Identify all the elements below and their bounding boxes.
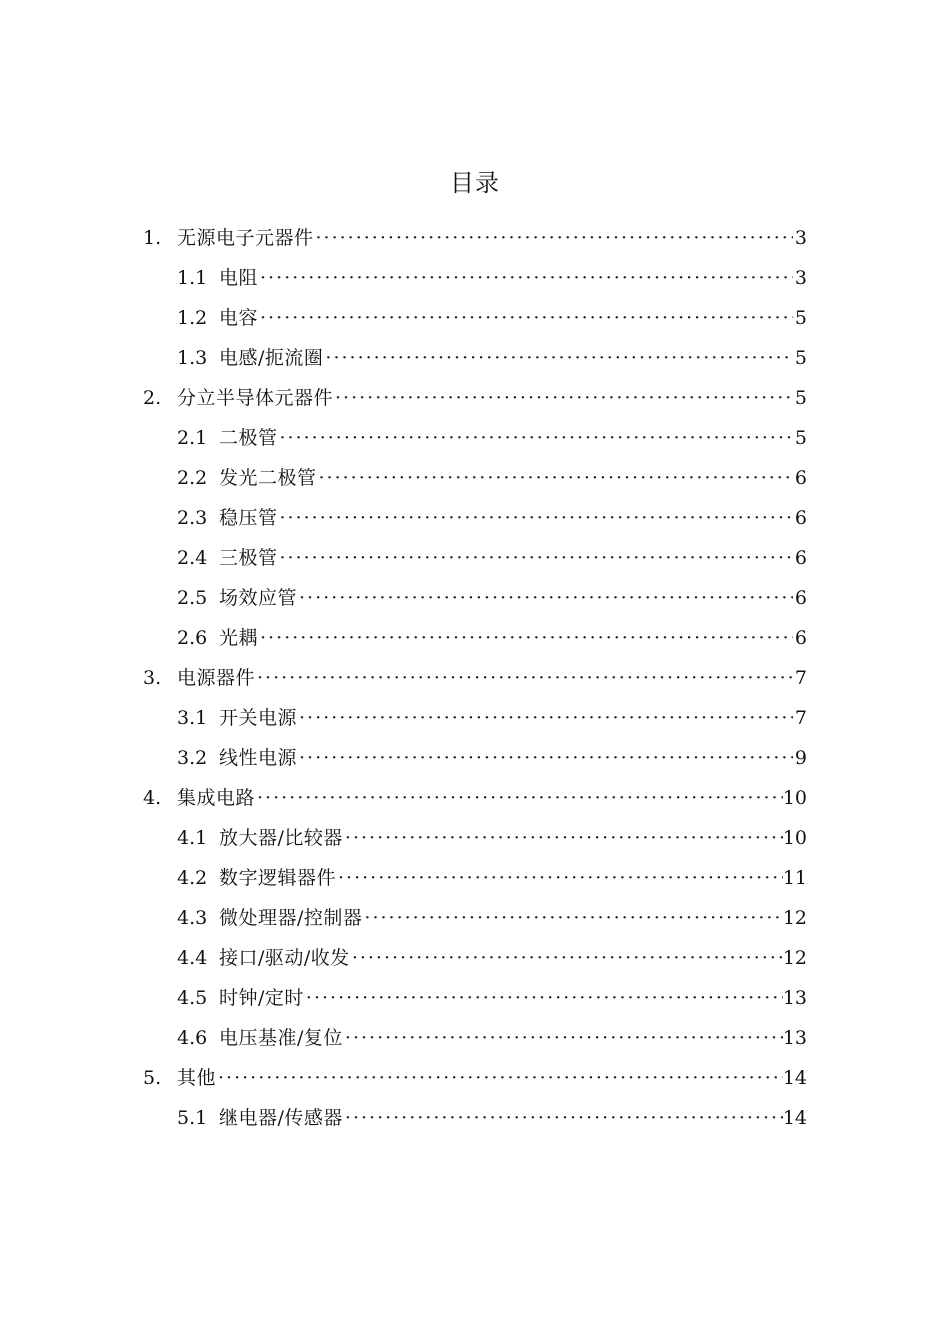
toc-dot-leader	[257, 785, 783, 811]
toc-page-number: 5	[794, 347, 807, 369]
toc-page-number: 10	[782, 787, 807, 809]
toc-entry-number: 2.5	[177, 587, 208, 609]
toc-page-number: 13	[782, 987, 807, 1009]
toc-subsection-entry[interactable]	[0, 258, 950, 298]
toc-dot-leader	[316, 225, 793, 251]
toc-page-number: 6	[794, 547, 807, 569]
toc-page-number: 10	[782, 827, 807, 849]
toc-dot-leader	[306, 985, 783, 1011]
toc-dot-leader	[260, 265, 793, 291]
toc-dot-leader	[260, 305, 793, 331]
toc-page-number: 13	[782, 1027, 807, 1049]
toc-subsection-entry[interactable]	[0, 818, 950, 858]
toc-entry-label: 场效应管	[219, 587, 298, 609]
toc-subsection-entry[interactable]	[0, 978, 950, 1018]
toc-page-number: 7	[794, 667, 807, 689]
toc-entry-label: 二极管	[219, 427, 278, 449]
toc-entry-number: 1.1	[177, 267, 208, 289]
toc-page-number: 14	[782, 1107, 807, 1129]
toc-dot-leader	[280, 505, 793, 531]
page-title: 目录	[450, 169, 500, 197]
toc-entry-label: 接口/驱动/收发	[219, 947, 350, 969]
toc-page-number: 7	[794, 707, 807, 729]
toc-dot-leader	[364, 905, 782, 931]
toc-entry-number: 1.	[143, 227, 162, 249]
toc-subsection-entry[interactable]	[0, 338, 950, 378]
toc-page-number: 3	[794, 267, 807, 289]
toc-entry-label: 微处理器/控制器	[219, 907, 363, 929]
toc-section-entry[interactable]	[0, 378, 950, 418]
toc-dot-leader	[338, 865, 783, 891]
toc-entry-number: 3.2	[177, 747, 208, 769]
toc-subsection-entry[interactable]	[0, 578, 950, 618]
toc-entry-number: 4.6	[177, 1027, 208, 1049]
toc-entry-number: 4.4	[177, 947, 208, 969]
toc-page-number: 5	[794, 427, 807, 449]
toc-dot-leader	[352, 945, 783, 971]
toc-page-number: 5	[794, 307, 807, 329]
toc-entry-label: 稳压管	[219, 507, 278, 529]
toc-subsection-entry[interactable]	[0, 458, 950, 498]
toc-subsection-entry[interactable]	[0, 938, 950, 978]
toc-entry-number: 4.2	[177, 867, 208, 889]
toc-dot-leader	[335, 385, 793, 411]
toc-subsection-entry[interactable]	[0, 618, 950, 658]
toc-entry-label: 三极管	[219, 547, 278, 569]
toc-entry-label: 无源电子元器件	[177, 227, 314, 249]
toc-subsection-entry[interactable]	[0, 738, 950, 778]
toc-dot-leader	[257, 665, 793, 691]
toc-section-entry[interactable]	[0, 218, 950, 258]
toc-entry-number: 2.2	[177, 467, 208, 489]
toc-entry-number: 4.1	[177, 827, 208, 849]
toc-dot-leader	[280, 545, 793, 571]
toc-entry-label: 集成电路	[177, 787, 256, 809]
toc-entry-label: 开关电源	[219, 707, 298, 729]
toc-subsection-entry[interactable]	[0, 538, 950, 578]
toc-entry-label: 时钟/定时	[219, 987, 304, 1009]
toc-entry-number: 3.	[143, 667, 162, 689]
toc-page-number: 12	[782, 947, 807, 969]
toc-entry-label: 继电器/传感器	[219, 1107, 343, 1129]
toc-entry-number: 3.1	[177, 707, 208, 729]
toc-entry-label: 其他	[177, 1067, 217, 1089]
toc-entry-label: 分立半导体元器件	[177, 387, 334, 409]
toc-entry-label: 电感/扼流圈	[219, 347, 324, 369]
toc-entry-label: 线性电源	[219, 747, 298, 769]
toc-dot-leader	[325, 345, 793, 371]
toc-dot-leader	[345, 1025, 783, 1051]
toc-dot-leader	[345, 825, 783, 851]
table-of-contents	[0, 218, 950, 1138]
toc-entry-label: 电容	[219, 307, 259, 329]
toc-entry-label: 数字逻辑器件	[219, 867, 337, 889]
toc-entry-label: 电阻	[219, 267, 259, 289]
toc-entry-number: 2.4	[177, 547, 208, 569]
toc-page-number: 3	[794, 227, 807, 249]
toc-dot-leader	[299, 705, 793, 731]
toc-entry-label: 发光二极管	[219, 467, 317, 489]
toc-dot-leader	[299, 585, 793, 611]
toc-dot-leader	[218, 1065, 783, 1091]
toc-entry-number: 2.3	[177, 507, 208, 529]
toc-section-entry[interactable]	[0, 778, 950, 818]
toc-page-number: 14	[782, 1067, 807, 1089]
toc-entry-number: 2.6	[177, 627, 208, 649]
toc-subsection-entry[interactable]	[0, 898, 950, 938]
toc-page-number: 6	[794, 467, 807, 489]
toc-entry-number: 4.3	[177, 907, 208, 929]
toc-page-number: 5	[794, 387, 807, 409]
toc-entry-number: 1.3	[177, 347, 208, 369]
toc-page-number: 6	[794, 507, 807, 529]
toc-section-entry[interactable]	[0, 658, 950, 698]
toc-entry-number: 2.	[143, 387, 162, 409]
toc-subsection-entry[interactable]	[0, 418, 950, 458]
toc-subsection-entry[interactable]	[0, 858, 950, 898]
toc-entry-number: 5.1	[177, 1107, 208, 1129]
toc-entry-label: 放大器/比较器	[219, 827, 343, 849]
toc-subsection-entry[interactable]	[0, 698, 950, 738]
toc-entry-label: 电压基准/复位	[219, 1027, 343, 1049]
toc-entry-number: 4.5	[177, 987, 208, 1009]
toc-entry-number: 2.1	[177, 427, 208, 449]
toc-dot-leader	[345, 1105, 783, 1131]
toc-dot-leader	[260, 625, 793, 651]
toc-subsection-entry[interactable]	[0, 1018, 950, 1058]
toc-page-number: 12	[782, 907, 807, 929]
toc-section-entry[interactable]	[0, 1058, 950, 1098]
toc-dot-leader	[319, 465, 793, 491]
toc-subsection-entry[interactable]	[0, 298, 950, 338]
toc-subsection-entry[interactable]	[0, 1098, 950, 1138]
toc-dot-leader	[280, 425, 793, 451]
toc-entry-number: 4.	[143, 787, 162, 809]
toc-page-number: 11	[782, 867, 807, 889]
toc-entry-number: 5.	[143, 1067, 162, 1089]
toc-page-number: 9	[794, 747, 807, 769]
toc-subsection-entry[interactable]	[0, 498, 950, 538]
toc-entry-number: 1.2	[177, 307, 208, 329]
toc-entry-label: 电源器件	[177, 667, 256, 689]
toc-page-number: 6	[794, 627, 807, 649]
toc-dot-leader	[299, 745, 793, 771]
toc-entry-label: 光耦	[219, 627, 259, 649]
toc-page-number: 6	[794, 587, 807, 609]
